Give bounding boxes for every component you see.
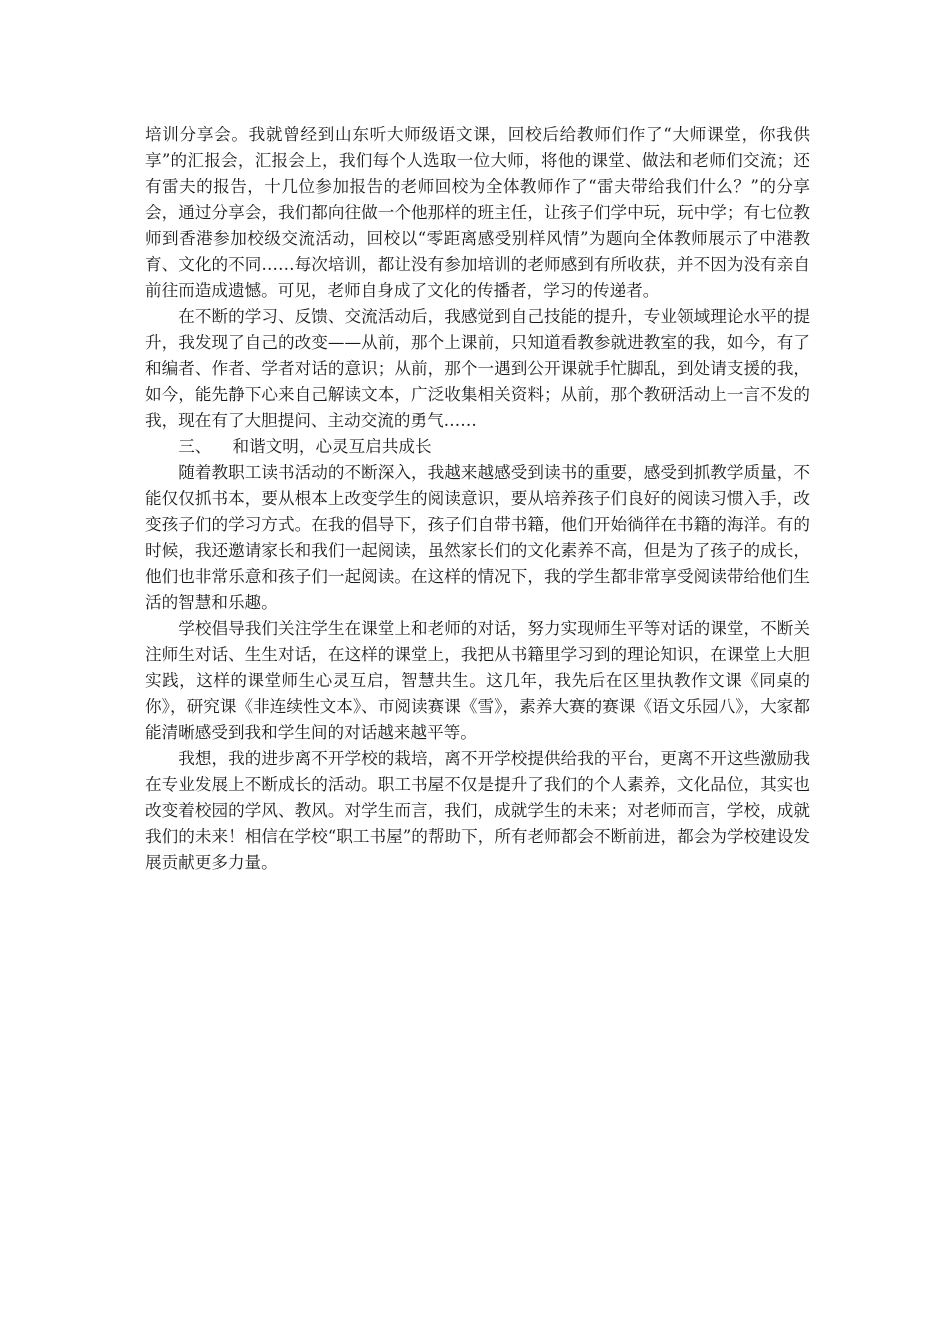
paragraph-self-change: 在不断的学习、反馈、交流活动后，我感觉到自己技能的提升，专业领域理论水平的提升，我发现了自己的改变——从前，那个上课前，只知道看教参就进教室的我，如今，有了和编者、作者、学者对话的意识；从前，那个一遇到公开课就手忙脚乱，到处请支援的我，如今，能先静下心来自己解读文本，广泛收集相关资料；从前，那个教研活动上一言不发的我，现在有了大胆提问、主动交流的勇气……: [145, 307, 810, 430]
paragraph-classroom-dialogue: 学校倡导我们关注学生在课堂上和老师的对话，努力实现师生平等对话的课堂，不断关注师生对话、生生对话，在这样的课堂上，我把从书籍里学习到的理论知识，在课堂上大胆实践，这样的课堂师生心灵互启，智慧共生。这几年，我先后在区里执教作文课《同桌的你》，研究课《非连续性文本》、市阅读赛课《雪》，素养大赛的赛课《语文乐园八》，大家都能清晰感受到我和学生间的对话越来越平等。: [145, 619, 810, 742]
section-heading-three: 三、 和谐文明，心灵互启共成长: [178, 437, 432, 456]
body-text: [145, 122, 810, 876]
paragraph-reading-activity: 随着教职工读书活动的不断深入，我越来越感受到读书的重要，感受到抓教学质量，不能仅仅抓书本，要从根本上改变学生的阅读意识，要从培养孩子们良好的阅读习惯入手，改变孩子们的学习方式。在我的倡导下，孩子们自带书籍，他们开始徜徉在书籍的海洋。有的时候，我还邀请家长和我们一起阅读，虽然家长们的文化素养不高，但是为了孩子的成长，他们也非常乐意和孩子们一起阅读。在这样的情况下，我的学生都非常享受阅读带给他们生活的智慧和乐趣。: [145, 463, 810, 612]
paragraph-conclusion: 我想，我的进步离不开学校的栽培，离不开学校提供给我的平台，更离不开这些激励我在专业发展上不断成长的活动。职工书屋不仅是提升了我们的个人素养，文化品位，其实也改变着校园的学风、教风。对学生而言，我们，成就学生的未来；对老师而言，学校，成就我们的未来！相信在学校“职工书屋”的帮助下，所有老师都会不断前进，都会为学校建设发展贡献更多力量。: [145, 749, 810, 872]
paragraph-training-sharing: 培训分享会。我就曾经到山东听大师级语文课，回校后给教师们作了“大师课堂，你我供享”的汇报会，汇报会上，我们每个人选取一位大师，将他的课堂、做法和老师们交流；还有雷夫的报告，十几位参加报告的老师回校为全体教师作了“雷夫带给我们什么？”的分享会，通过分享会，我们都向往做一个他那样的班主任，让孩子们学中玩，玩中学；有七位教师到香港参加校级交流活动，回校以“零距离感受别样风情”为题向全体教师展示了中港教育、文化的不同……每次培训，都让没有参加培训的老师感到有所收获，并不因为没有亲自前往而造成遗憾。可见，老师自身成了文化的传播者，学习的传递者。: [145, 125, 810, 300]
